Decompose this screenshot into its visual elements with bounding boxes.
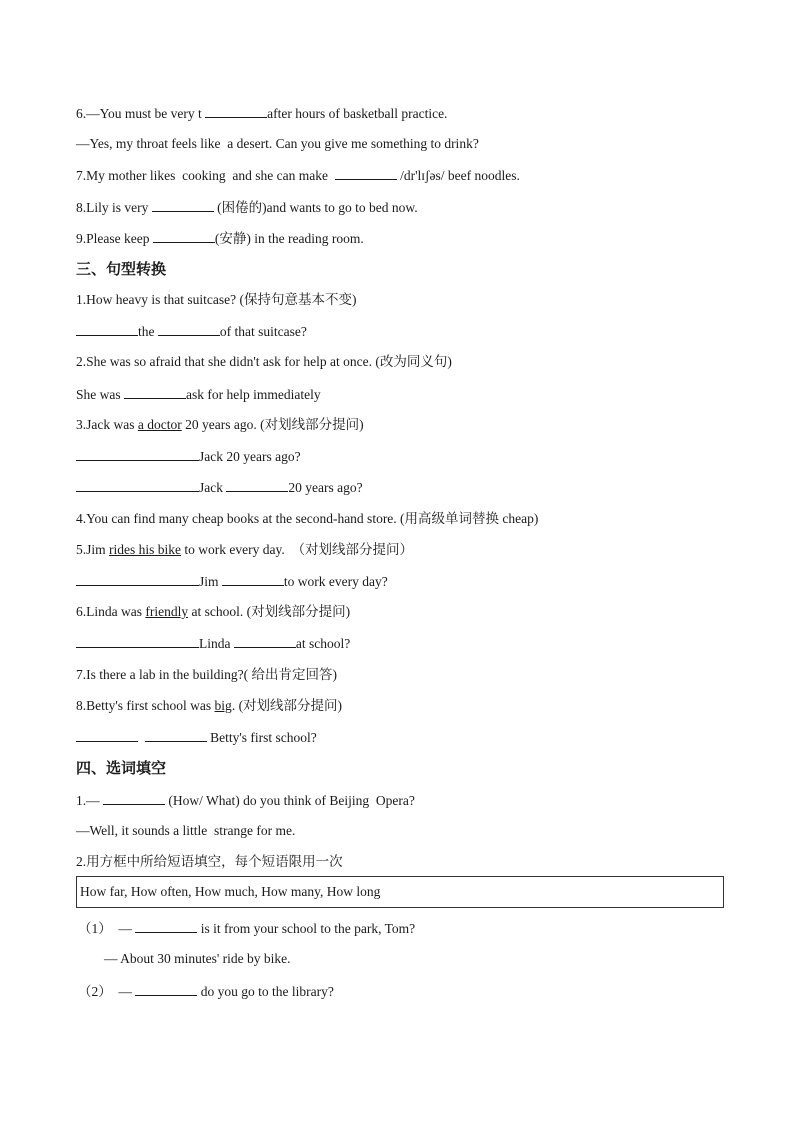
question-line [76, 634, 350, 653]
line-text: （1） — [78, 921, 136, 936]
line-text: is it from your school to the park, Tom? [197, 921, 416, 936]
word-bank-box: How far, How often, How much, How many, How long [76, 876, 724, 908]
answer-blank[interactable] [145, 728, 207, 742]
answer-blank[interactable] [222, 572, 284, 586]
answer-blank[interactable] [205, 104, 267, 118]
answer-blank[interactable] [152, 198, 214, 212]
question-line [76, 291, 356, 309]
underlined-text: big [214, 698, 232, 713]
line-text: (How/ What) do you think of Beijing Opera? [165, 793, 415, 808]
line-text [138, 730, 145, 745]
answer-blank[interactable] [76, 634, 199, 648]
question-line [76, 666, 337, 684]
line-text: 6.Linda was [76, 604, 146, 619]
line-text: 4.You can find many cheap books at the second-hand store. (用高级单词替换 cheap) [76, 511, 539, 526]
question-line [76, 353, 452, 371]
underlined-text: rides his bike [109, 542, 182, 557]
underlined-text: friendly [145, 604, 189, 619]
line-text: (安静) in the reading room. [214, 231, 364, 246]
line-text: to work every day. （对划线部分提问） [181, 542, 413, 557]
line-text: 1.— [76, 793, 103, 808]
answer-blank[interactable] [335, 166, 397, 180]
line-text: 3.Jack was [76, 417, 138, 432]
question-line [76, 572, 388, 591]
answer-blank[interactable] [76, 447, 199, 461]
line-text: 7.Is there a lab in the building?( 给出肯定回答) [76, 667, 337, 682]
question-line [76, 510, 538, 528]
answer-blank[interactable] [158, 322, 220, 336]
line-text: after hours of basketball practice. [267, 106, 448, 121]
question-line [76, 603, 350, 621]
line-text: Jack [199, 480, 227, 495]
question-line [78, 982, 334, 1001]
line-text: to work every day? [283, 574, 388, 589]
answer-blank[interactable] [76, 322, 138, 336]
line-text: the [138, 324, 158, 339]
question-line [76, 728, 317, 747]
question-line [76, 385, 321, 404]
line-text: at school. (对划线部分提问) [188, 604, 351, 619]
line-text: 2.She was so afraid that she didn't ask for help at once. (改为同义句) [76, 354, 452, 369]
underlined-text: a doctor [137, 417, 182, 432]
line-text: Linda [199, 636, 234, 651]
line-text: 20 years ago? [288, 480, 363, 495]
line-text: —Yes, my throat feels like a desert. Can you give me something to drink? [76, 136, 479, 151]
line-text: . (对划线部分提问) [231, 698, 343, 713]
line-text: She was [76, 387, 124, 402]
line-text: —Well, it sounds a little strange for me. [76, 823, 296, 838]
question-line [104, 950, 291, 968]
line-text: /dr'lɪʃəs/ beef noodles. [396, 168, 520, 183]
line-text: (困倦的)and wants to go to bed now. [213, 200, 418, 215]
question-line [76, 697, 342, 715]
question-line [76, 416, 364, 434]
line-text: ask for help immediately [186, 387, 321, 402]
line-text: Jack 20 years ago? [199, 449, 301, 464]
line-text: — About 30 minutes' ride by bike. [104, 951, 291, 966]
question-line [76, 322, 307, 341]
answer-blank[interactable] [153, 229, 215, 243]
question-line [76, 166, 520, 185]
line-text: 5.Jim [76, 542, 110, 557]
line-text: Jim [199, 574, 222, 589]
line-text: do you go to the library? [197, 984, 334, 999]
line-text: 8.Betty's first school was [76, 698, 215, 713]
line-text: 7.My mother likes cooking and she can make [76, 168, 335, 183]
line-text: at school? [295, 636, 351, 651]
line-text: 1.How heavy is that suitcase? (保持句意基本不变) [76, 292, 357, 307]
answer-blank[interactable] [76, 728, 138, 742]
answer-blank[interactable] [103, 791, 165, 805]
line-text: 6.—You must be very t [76, 106, 206, 121]
question-line [76, 853, 343, 871]
line-text: 2.用方框中所给短语填空，每个短语限用一次 [76, 854, 343, 869]
question-line [76, 791, 415, 810]
line-text: 8.Lily is very [76, 200, 152, 215]
answer-blank[interactable] [135, 982, 197, 996]
section-heading: 四、选词填空 [76, 759, 167, 777]
line-text: 9.Please keep [76, 231, 153, 246]
answer-blank[interactable] [76, 572, 199, 586]
answer-blank[interactable] [135, 919, 197, 933]
question-line [76, 478, 363, 497]
question-line [76, 229, 364, 248]
line-text: 20 years ago. (对划线部分提问) [181, 417, 364, 432]
answer-blank[interactable] [234, 634, 296, 648]
section-heading: 三、句型转换 [76, 260, 167, 278]
question-line [76, 447, 301, 466]
line-text: Betty's first school? [206, 730, 317, 745]
question-line [76, 104, 447, 123]
question-line [76, 822, 295, 840]
line-text: （2） — [78, 984, 136, 999]
line-text: of that suitcase? [219, 324, 307, 339]
question-line [76, 135, 479, 153]
answer-blank[interactable] [226, 478, 288, 492]
answer-blank[interactable] [76, 478, 199, 492]
question-line [76, 198, 418, 217]
question-line [76, 541, 413, 559]
answer-blank[interactable] [124, 385, 186, 399]
question-line [78, 919, 415, 938]
